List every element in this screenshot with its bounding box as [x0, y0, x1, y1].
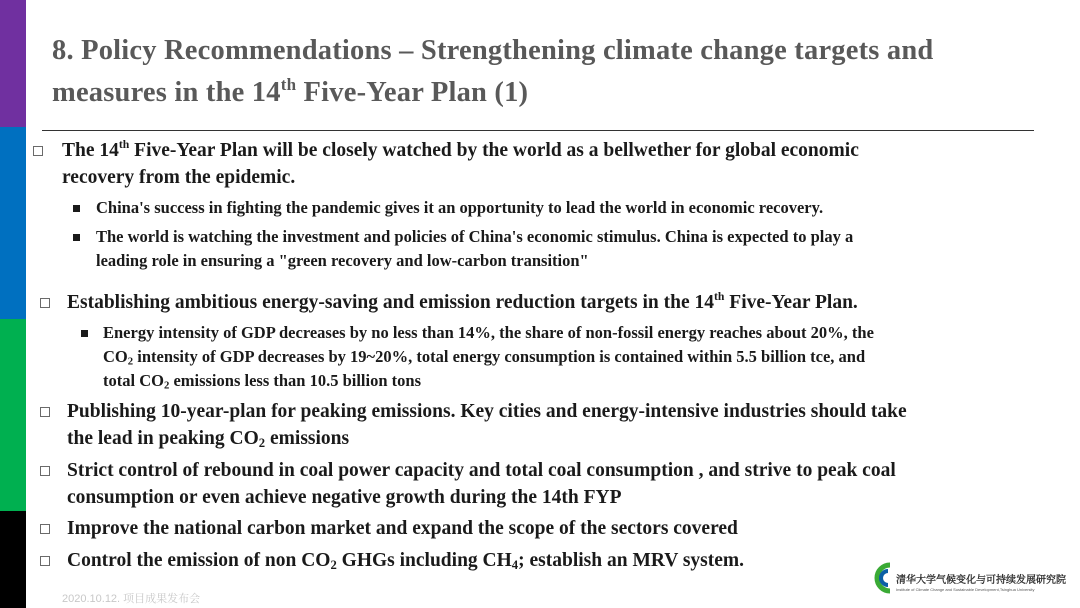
stripe-black [0, 511, 26, 608]
checkbox-bullet-icon [40, 524, 50, 534]
checkbox-bullet-icon [40, 556, 50, 566]
footer-date-event: 2020.10.12. 项目成果发布会 [62, 593, 201, 605]
checkbox-bullet-icon [40, 466, 50, 476]
checkbox-bullet-icon [33, 146, 43, 156]
square-bullet-icon [81, 330, 88, 337]
bullet-2: Establishing ambitious energy-saving and emission reduction targets in the 14th Five-Year Plan. [67, 289, 858, 313]
logo-mark-icon [866, 560, 896, 596]
bullet-1-sub-2: The world is watching the investment and policies of China's economic stimulus. China is expected to play a leading role in ensuring a "green recovery and low-carbon transition" [96, 227, 854, 270]
bullet-4: Strict control of rebound in coal power capacity and total coal consumption , and strive to peak coal consumption or even achieve negative growth during the 14th FYP [67, 460, 896, 508]
stripe-blue [0, 127, 26, 319]
title-divider [42, 130, 1034, 131]
checkbox-bullet-icon [40, 407, 50, 417]
bullet-1: The 14th Five-Year Plan will be closely watched by the world as a bellwether for global economic recovery from the epidemic. [62, 137, 859, 188]
logo-name-en: Institute of Climate Change and Sustainable Development,Tsinghua University [896, 587, 1035, 592]
bullet-2-sub-1: Energy intensity of GDP decreases by no less than 14%, the share of non-fossil energy reaches about 20%, the $CO_2$ intensity of GDP decreases by 19~20%, total energy consumption is contained within 5.5 billion tce, and total $CO_2$ emissions less than 10.5 billion tons [103, 323, 874, 392]
square-bullet-icon [73, 234, 80, 241]
slide-title: 8. Policy Recommendations – Strengthening climate change targets and measures in the 14th Five-Year Plan (1) [52, 35, 934, 108]
bullet-5: Improve the national carbon market and expand the scope of the sectors covered [67, 518, 738, 539]
square-bullet-icon [73, 205, 80, 212]
logo-name-cn: 清华大学气候变化与可持续发展研究院 [896, 575, 1066, 586]
institute-logo [866, 560, 1080, 600]
bullet-3: Publishing 10-year-plan for peaking emissions. Key cities and energy-intensive industries should take the lead in peaking $CO_2$ emissions [67, 401, 907, 451]
stripe-green [0, 319, 26, 511]
stripe-purple [0, 0, 26, 127]
checkbox-bullet-icon [40, 298, 50, 308]
bullet-1-sub-1: China's success in fighting the pandemic gives it an opportunity to lead the world in economic recovery. [96, 198, 824, 217]
bullet-6: Control the emission of non $CO_2$ GHGs including $CH_4$; establish an MRV system. [67, 550, 745, 573]
title-line-1: 8. Policy Recommendations – Strengthening climate change targets and [52, 35, 934, 66]
